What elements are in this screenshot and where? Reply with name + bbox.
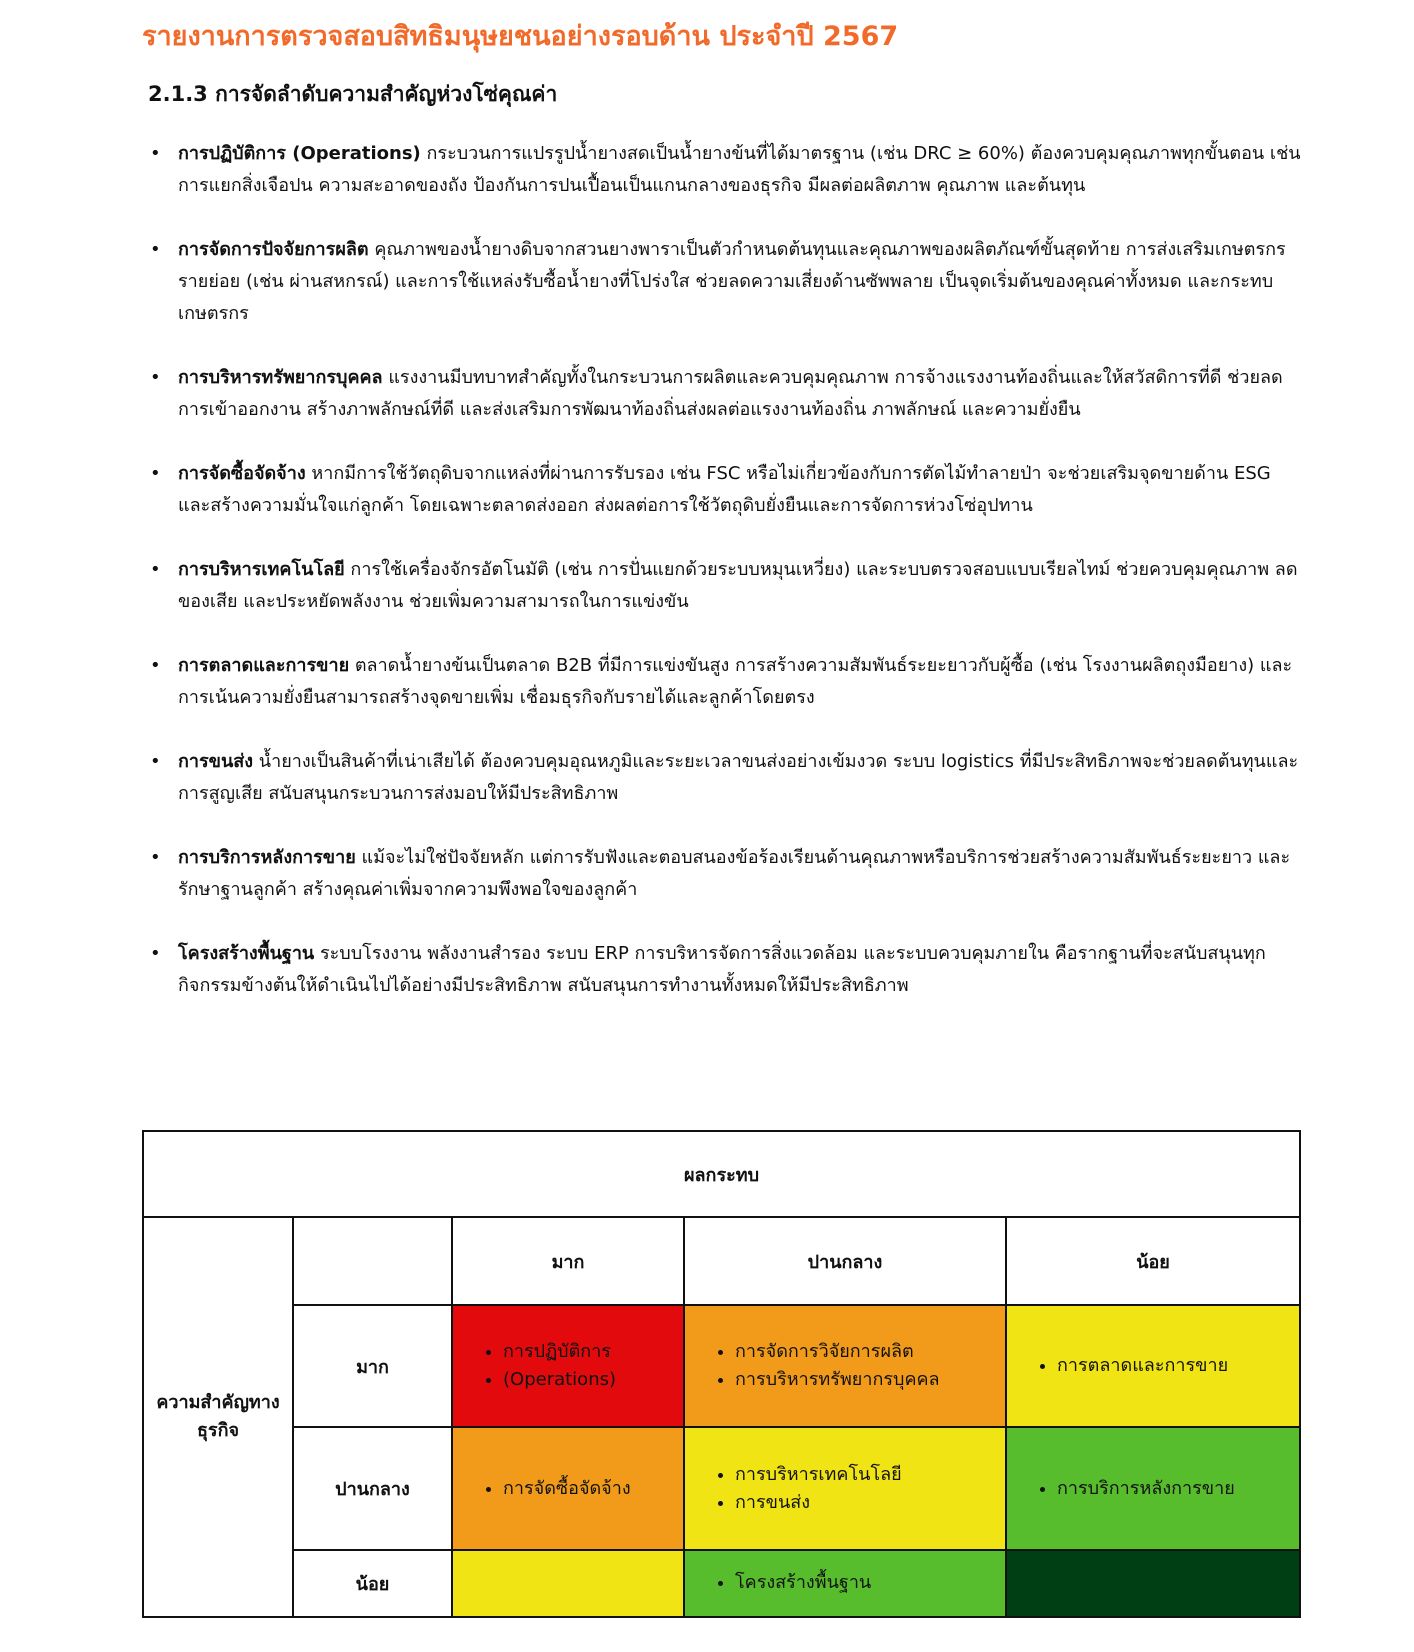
item-text: คุณภาพของน้ำยางดิบจากสวนยางพาราเป็นตัวกำหนดต้นทุนและคุณภาพของผลิตภัณฑ์ขั้นสุดท้าย การส่งเสริมเกษตรกรรายย่อย (เช่น ผ่านสหกรณ์) และการใช้แหล่งรับซื้อน้ำยางที่โปร่งใส ช่วยลดความเสี่ยงด้านซัพพลาย เป็นจุดเริ่มต้นของคุณค่าทั้งหมด และกระทบเกษตรกร xyxy=(178,239,1286,324)
bullet-icon: • xyxy=(150,943,161,964)
row-header: น้อย xyxy=(293,1550,452,1617)
cell-item: • การบริหารเทคโนโลยี xyxy=(735,1461,1004,1489)
row-header: มาก xyxy=(293,1305,452,1427)
report-title: รายงานการตรวจสอบสิทธิมนุษยชนอย่างรอบด้าน ประจำปี 2567 xyxy=(142,21,899,52)
matrix-cell xyxy=(684,1427,1006,1549)
list-item xyxy=(148,842,1308,906)
bullet-icon: • xyxy=(150,239,161,260)
item-term: การขนส่ง xyxy=(178,751,254,772)
matrix-cell xyxy=(684,1550,1006,1617)
item-term: การตลาดและการขาย xyxy=(178,655,350,676)
list-item xyxy=(148,362,1308,426)
list-item xyxy=(148,138,1308,202)
matrix-cell xyxy=(1006,1550,1300,1617)
item-text: น้ำยางเป็นสินค้าที่เน่าเสียได้ ต้องควบคุมอุณหภูมิและระยะเวลาขนส่งอย่างเข้มงวด ระบบ logistics ที่มีประสิทธิภาพจะช่วยลดต้นทุนและการสูญเสีย สนับสนุนกระบวนการส่งมอบให้มีประสิทธิภาพ xyxy=(178,751,1299,804)
list-item xyxy=(148,458,1308,522)
matrix-cell xyxy=(1006,1305,1300,1427)
priority-matrix xyxy=(142,1130,1301,1618)
cell-item: • การขนส่ง xyxy=(735,1489,1004,1517)
bullet-icon: • xyxy=(150,463,161,484)
column-header: ปานกลาง xyxy=(684,1217,1006,1305)
cell-item: • การจัดการวิจัยการผลิต xyxy=(735,1338,1004,1366)
cell-item: • โครงสร้างพื้นฐาน xyxy=(735,1569,1004,1597)
item-term: การปฏิบัติการ (Operations) xyxy=(178,143,421,164)
item-term: การบริหารเทคโนโลยี xyxy=(178,559,345,580)
bullet-icon: • xyxy=(150,367,161,388)
item-text: ตลาดน้ำยางข้นเป็นตลาด B2B ที่มีการแข่งขันสูง การสร้างความสัมพันธ์ระยะยาวกับผู้ซื้อ (เช่น โรงงานผลิตถุงมือยาง) และการเน้นความยั่งยืนสามารถสร้างจุดขายเพิ่ม เชื่อมธุรกิจกับรายได้และลูกค้าโดยตรง xyxy=(178,655,1293,708)
item-text: แรงงานมีบทบาทสำคัญทั้งในกระบวนการผลิตและควบคุมคุณภาพ การจ้างแรงงานท้องถิ่นและให้สวัสดิการที่ดี ช่วยลดการเข้าออกงาน สร้างภาพลักษณ์ที่ดี และส่งเสริมการพัฒนาท้องถิ่นส่งผลต่อแรงงานท้องถิ่น ภาพลักษณ์ และความยั่งยืน xyxy=(178,367,1283,420)
importance-header: ความสำคัญทางธุรกิจ xyxy=(143,1217,293,1617)
cell-item: • การปฏิบัติการ xyxy=(503,1338,682,1366)
bullet-icon: • xyxy=(150,847,161,868)
bullet-icon: • xyxy=(150,559,161,580)
bullet-icon: • xyxy=(150,655,161,676)
matrix-cell xyxy=(452,1427,684,1549)
matrix-cell xyxy=(452,1305,684,1427)
matrix-cell xyxy=(1006,1427,1300,1549)
item-term: การจัดการปัจจัยการผลิต xyxy=(178,239,369,260)
cell-item: • การบริการหลังการขาย xyxy=(1057,1475,1298,1503)
list-item xyxy=(148,746,1308,810)
item-text: ระบบโรงงาน พลังงานสำรอง ระบบ ERP การบริหารจัดการสิ่งแวดล้อม และระบบควบคุมภายใน คือรากฐานที่จะสนับสนุนทุกกิจกรรมข้างต้นให้ดำเนินไปได้อย่างมีประสิทธิภาพ สนับสนุนการทำงานทั้งหมดให้มีประสิทธิภาพ xyxy=(178,943,1266,996)
item-term: การจัดซื้อจัดจ้าง xyxy=(178,463,306,484)
corner-cell xyxy=(293,1217,452,1305)
section-heading: 2.1.3 การจัดลำดับความสำคัญห่วงโซ่คุณค่า xyxy=(148,82,558,106)
item-term: โครงสร้างพื้นฐาน xyxy=(178,943,315,964)
matrix-row xyxy=(143,1550,1300,1617)
cell-item: • การบริหารทรัพยากรบุคคล xyxy=(735,1366,1004,1394)
cell-item: • การจัดซื้อจัดจ้าง xyxy=(503,1475,682,1503)
matrix-cell xyxy=(684,1305,1006,1427)
impact-header: ผลกระทบ xyxy=(143,1131,1300,1217)
matrix-row xyxy=(143,1427,1300,1549)
list-item xyxy=(148,234,1308,330)
list-item xyxy=(148,650,1308,714)
list-item xyxy=(148,938,1308,1002)
item-term: การบริหารทรัพยากรบุคคล xyxy=(178,367,383,388)
item-text: การใช้เครื่องจักรอัตโนมัติ (เช่น การปั่นแยกด้วยระบบหมุนเหวี่ยง) และระบบตรวจสอบแบบเรียลไทม์ ช่วยควบคุมคุณภาพ ลดของเสีย และประหยัดพลังงาน ช่วยเพิ่มความสามารถในการแข่งขัน xyxy=(178,559,1298,612)
bullet-icon: • xyxy=(150,143,161,164)
matrix-cell xyxy=(452,1550,684,1617)
item-text: กระบวนการแปรรูปน้ำยางสดเป็นน้ำยางข้นที่ได้มาตรฐาน (เช่น DRC ≥ 60%) ต้องควบคุมคุณภาพทุกขั้นตอน เช่น การแยกสิ่งเจือปน ความสะอาดของถัง ป้องกันการปนเปื้อนเป็นแกนกลางของธุรกิจ มีผลต่อผลิตภาพ คุณภาพ และต้นทุน xyxy=(178,143,1301,196)
item-text: แม้จะไม่ใช่ปัจจัยหลัก แต่การรับฟังและตอบสนองข้อร้องเรียนด้านคุณภาพหรือบริการช่วยสร้างความสัมพันธ์ระยะยาว และรักษาฐานลูกค้า สร้างคุณค่าเพิ่มจากความพึงพอใจของลูกค้า xyxy=(178,847,1291,900)
row-header: ปานกลาง xyxy=(293,1427,452,1549)
value-chain-list xyxy=(148,138,1308,1034)
column-header: มาก xyxy=(452,1217,684,1305)
matrix-row xyxy=(143,1305,1300,1427)
cell-item: • การตลาดและการขาย xyxy=(1057,1352,1298,1380)
cell-item: • (Operations) xyxy=(503,1366,682,1394)
column-header: น้อย xyxy=(1006,1217,1300,1305)
list-item xyxy=(148,554,1308,618)
bullet-icon: • xyxy=(150,751,161,772)
item-term: การบริการหลังการขาย xyxy=(178,847,356,868)
item-text: หากมีการใช้วัตถุดิบจากแหล่งที่ผ่านการรับรอง เช่น FSC หรือไม่เกี่ยวข้องกับการตัดไม้ทำลายป่า จะช่วยเสริมจุดขายด้าน ESG และสร้างความมั่นใจแก่ลูกค้า โดยเฉพาะตลาดส่งออก ส่งผลต่อการใช้วัตถุดิบยั่งยืนและการจัดการห่วงโซ่อุปทาน xyxy=(178,463,1271,516)
